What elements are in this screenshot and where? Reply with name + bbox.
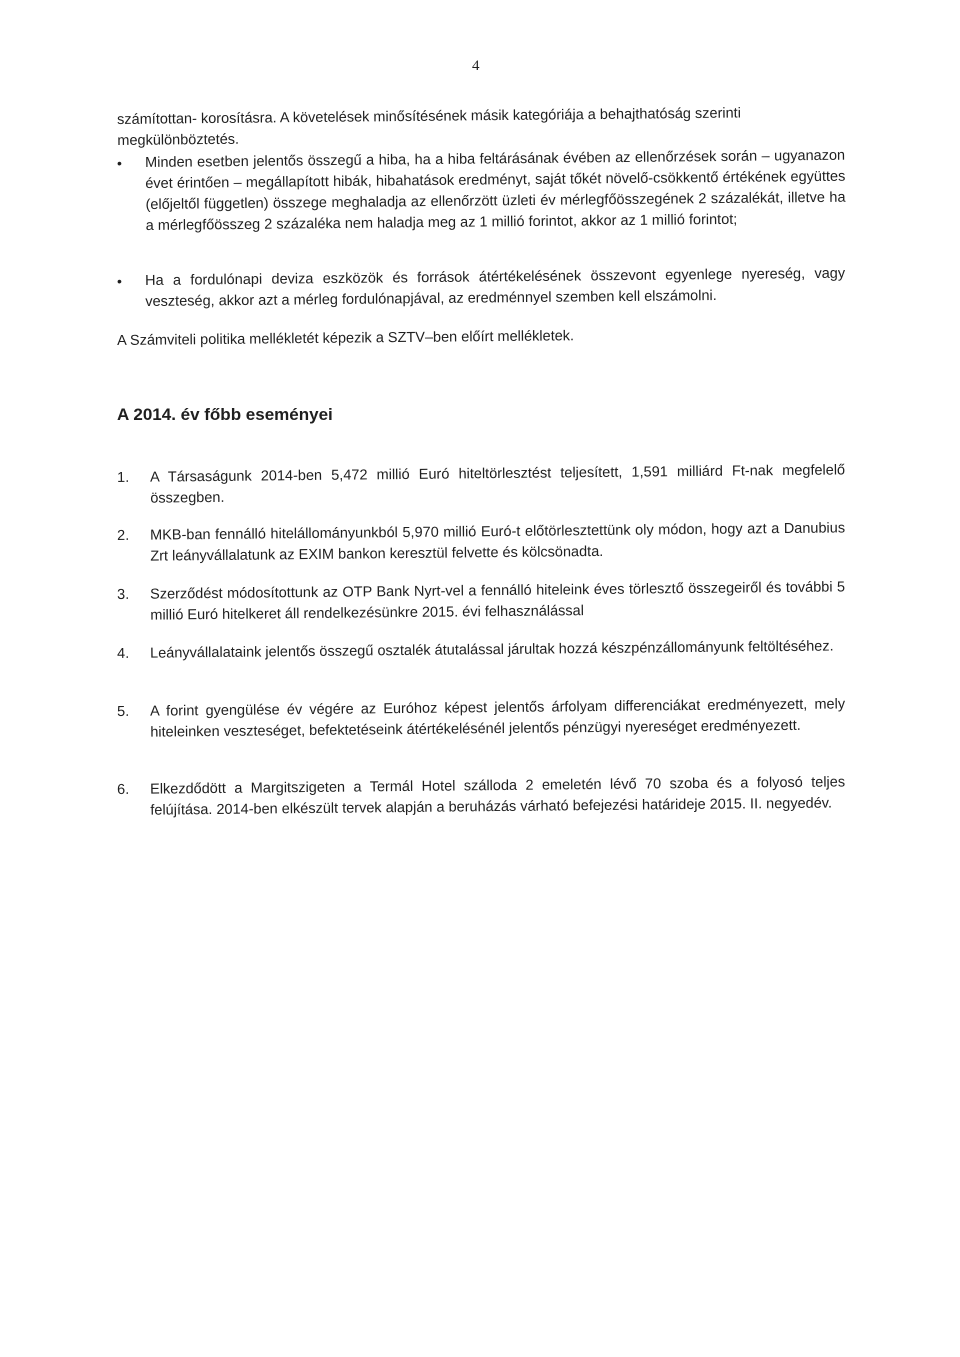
list-item-text: Elkezdődött a Margitszigeten a Termál Hotel szálloda 2 emeletén lévő 70 szoba és a folyosó teljes felújítása. 2014-ben elkészült tervek alapján a beruházás várható befejezési határideje 2015. II. negyedév. bbox=[150, 774, 846, 819]
list-item bbox=[117, 460, 847, 507]
list-item bbox=[117, 518, 847, 565]
list-item-number: 5. bbox=[117, 703, 130, 720]
top-paragraph: számítottan- korosításra. A követelések minősítésének másik kategóriája a behajthatóság szerinti megkülönböztetés. bbox=[117, 105, 741, 149]
appendix-note: A Számviteli politika mellékletét képezik a SZTV–ben előírt mellékletek. bbox=[117, 328, 575, 349]
page-number: 4 bbox=[472, 58, 480, 74]
bullet-icon: • bbox=[117, 155, 122, 171]
section-heading: A 2014. év főbb eseményei bbox=[117, 405, 333, 424]
list-item bbox=[117, 577, 847, 624]
list-item-text: MKB-ban fennálló hitelállományunkból 5,970 millió Euró-t előtörlesztettünk oly módon, hogy azt a Danubius Zrt leányvállalatunk az EXIM bankon keresztül felvette és kölcsönadta. bbox=[150, 520, 846, 565]
bullet-item: Minden esetben jelentős összegű a hiba, ha a hiba feltárásának évében az ellenőrzések során – ugyanazon évet érintően – megállapított hibák, hibahatások eredményt, saját tőkét növelő-csökkentő értékének együttes (előjeltől független) összege meghaladja az ellenőrzött üzleti év mérlegfőösszegének 2 százalékát, illetve ha a mérlegfőösszeg 2 százaléka nem haladja meg az 1 millió forintot, akkor az 1 millió forintot; bbox=[145, 147, 846, 234]
bullet-item: Ha a fordulónapi deviza eszközök és források átértékelésének összevont egyenlege nyereség, vagy veszteség, akkor azt a mérleg fordulónapjával, az eredménnyel szemben kell elszámolni. bbox=[145, 265, 846, 310]
list-item-text: A Társaságunk 2014-ben 5,472 millió Euró hiteltörlesztést teljesített, 1,591 milliárd Ft-nak megfelelő összegben. bbox=[150, 462, 846, 507]
list-item-number: 3. bbox=[117, 586, 130, 603]
list-item-number: 1. bbox=[117, 469, 130, 486]
list-item-text: A forint gyengülése év végére az Euróhoz képest jelentős árfolyam differenciákat eredményezett, mely hiteleinken veszteséget, befektetéseink átértékelésénél jelentős pénzügyi nyereséget eredményezett. bbox=[150, 696, 846, 741]
list-item bbox=[117, 694, 847, 741]
list-item-number: 2. bbox=[117, 527, 130, 544]
list-item-number: 4. bbox=[117, 645, 130, 662]
list-item bbox=[117, 772, 847, 819]
bullet-icon: • bbox=[117, 273, 122, 289]
list-item-number: 6. bbox=[117, 781, 130, 798]
list-item bbox=[117, 636, 847, 662]
list-item-text: Szerződést módosítottunk az OTP Bank Nyrt-vel a fennálló hiteleink éves törlesztő összegeiről és további 5 millió Euró hitelkeret áll rendelkezésünkre 2015. évi felhasználással bbox=[150, 579, 846, 624]
list-item-text: Leányvállalataink jelentős összegű osztalék átutalással járultak hozzá készpénzállományunk feltöltéséhez. bbox=[150, 638, 834, 662]
